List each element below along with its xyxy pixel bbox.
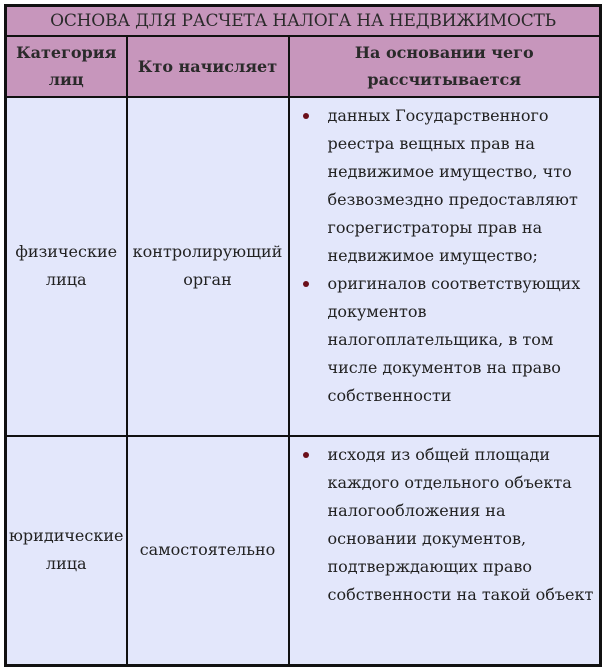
basis-list <box>290 437 600 609</box>
table-title: ОСНОВА ДЛЯ РАСЧЕТА НАЛОГА НА НЕДВИЖИМОСТЬ <box>6 6 601 37</box>
list-item <box>290 441 600 609</box>
list-item-text: оригиналов соответствующих документов налогоплательщика, в том числе документов на право собственности <box>327 273 581 405</box>
cell-basis <box>289 97 601 436</box>
table-row <box>6 436 601 666</box>
cell-category: физические лица <box>6 97 127 436</box>
bullet-icon <box>303 281 309 287</box>
header-basis: На основании чего рассчитывается <box>289 36 601 96</box>
basis-list <box>290 98 600 410</box>
header-row <box>6 36 601 96</box>
table-row <box>6 97 601 436</box>
list-item-text: исходя из общей площади каждого отдельного объекта налогообложения на основании документов, подтверждающих право собственности на такой объект <box>327 444 594 604</box>
list-item <box>290 270 600 410</box>
title-row <box>6 6 601 37</box>
cell-basis <box>289 436 601 666</box>
header-who-calculates: Кто начисляет <box>127 36 289 96</box>
list-item <box>290 102 600 270</box>
cell-who-calculates: контролирующий орган <box>127 97 289 436</box>
bullet-icon <box>303 452 309 458</box>
cell-who-calculates: самостоятельно <box>127 436 289 666</box>
bullet-icon <box>303 113 309 119</box>
cell-category: юридические лица <box>6 436 127 666</box>
tax-basis-table-container <box>4 4 599 667</box>
tax-basis-table <box>4 4 602 667</box>
header-category: Категория лиц <box>6 36 127 96</box>
list-item-text: данных Государственного реестра вещных прав на недвижимое имущество, что безвозмездно предоставляют госрегистраторы прав на недвижимое имущество; <box>327 105 578 265</box>
